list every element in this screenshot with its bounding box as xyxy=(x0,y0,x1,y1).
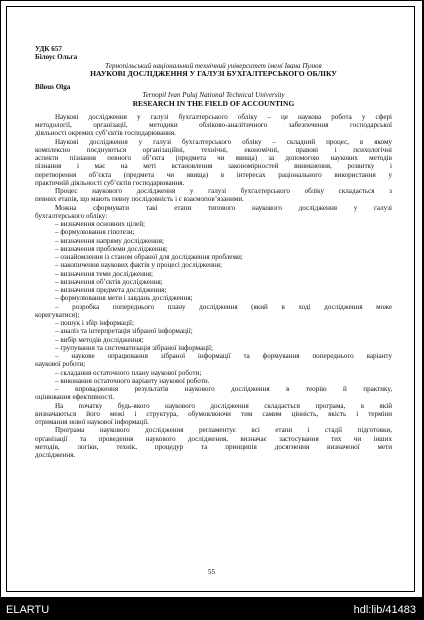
text-line: певних етапів, що мають певну послідовність і є взаємопов’язаними. xyxy=(35,195,244,204)
text-line: перетворення об’єкта (предмета чи явища) в інтересах раціонального використання у xyxy=(35,170,392,179)
text-line: – пошук і збір інформації; xyxy=(55,319,134,327)
text-line: Процес наукового дослідження у галузі бухгалтерського обліку складається з xyxy=(55,187,392,195)
document-page xyxy=(1,1,422,597)
text-line: – ознайомлення із станом обраної для дослідження проблеми; xyxy=(55,253,243,261)
page-number: 55 xyxy=(207,567,216,576)
text-line: практичній діяльності суб’єктів господарювання. xyxy=(35,178,185,187)
title-en: RESEARCH IN THE FIELD OF ACCOUNTING xyxy=(132,98,295,108)
text-line: – групування та систематизація зібраної інформації; xyxy=(55,343,213,352)
text-line: Наукові дослідження у галузі бухгалтерського обліку – складний процес, в якому xyxy=(55,137,392,146)
handle-label: hdl:lib/41483 xyxy=(353,604,416,616)
author-ua: Білоус Ольга xyxy=(35,53,78,62)
text-line: діяльності окремих суб’єктів господарювання. xyxy=(35,129,176,138)
repository-label: ELARTU xyxy=(6,604,50,616)
text-line: – визначення основних цілей; xyxy=(55,220,145,228)
text-line: Можна сформувати такі етапи типового наукового дослідження у галузі xyxy=(55,203,392,212)
text-line: – складання остаточного плану наукової роботи; xyxy=(55,368,202,377)
author-en: Bilous Olga xyxy=(35,83,71,91)
text-line: організації та проведення наукового дослідження, визначає застосування тих чи інших xyxy=(35,434,392,443)
text-line: – вибір методів дослідження; xyxy=(55,335,144,344)
text-line: визначаються його межі і структура, обумовлюючи тим самим цінність, якість і терміни xyxy=(35,409,392,418)
text-line: Наукові дослідження у галузі бухгалтерського обліку – це наукова робота у сфері xyxy=(55,112,392,121)
page-content xyxy=(35,45,392,459)
text-line: комплексно поєднуються організаційні, технічні, економічні, правові і психологічні xyxy=(35,145,392,154)
title-ua: НАУКОВІ ДОСЛІДЖЕННЯ У ГАЛУЗІ БУХГАЛТЕРСЬКОГО ОБЛІКУ xyxy=(90,68,337,78)
text-line: методів, логіки, технік, процедур та принципів досягнення визначеної мети xyxy=(35,442,392,451)
text-line: – накопичення наукових фактів у процесі дослідження; xyxy=(55,261,222,270)
article-body xyxy=(35,113,392,460)
viewer-footer xyxy=(0,600,424,620)
text-line: – розробка попереднього плану дослідження (який в ході дослідження може xyxy=(55,302,392,311)
udk-code: УДК 657 xyxy=(35,45,62,53)
text-line: наукової роботи; xyxy=(35,360,86,369)
text-line: пізнання і має на меті встановлення закономірностей виникнення, розвитку і xyxy=(35,162,392,171)
text-line: бухгалтерського обліку: xyxy=(35,211,108,220)
text-line: – впровадження результатів наукового дослідження в теорію й практику, xyxy=(55,385,392,393)
text-line: – визначення напряму дослідження; xyxy=(55,236,164,245)
text-line: На початку будь-якого наукового дослідження складається програма, в якій xyxy=(55,401,392,410)
text-line: – наукове опрацювання зібраної інформації та формування попереднього варіанту xyxy=(55,352,392,360)
text-line: – визначення теми дослідження; xyxy=(55,269,153,278)
text-line: Програма наукового дослідження регламентує всі етапи і стадії підготовки, xyxy=(55,426,392,435)
text-line: отримання нової наукової інформації. xyxy=(35,418,149,426)
text-line: – визначення об’єктів дослідження; xyxy=(55,277,163,286)
text-line: – виконання остаточного варіанту наукової роботи. xyxy=(55,376,210,385)
text-line: коригуватися); xyxy=(35,310,80,319)
text-line: дослідження. xyxy=(35,451,76,459)
text-line: – формулювання гіпотези; xyxy=(55,228,135,237)
text-line: методології, організації, методики обліково-аналітичного забезпечення господарської xyxy=(35,121,392,129)
affiliation-en: Ternopil Ivan Puluj National Technical University xyxy=(142,91,285,100)
text-line: оцінювання ефективності. xyxy=(35,393,115,402)
text-line: – формулювання мети і завдань дослідження; xyxy=(55,294,193,303)
text-line: аспекти пізнання певного об’єкта (предмета чи явища) за допомогою наукових методів xyxy=(35,154,392,162)
text-line: – визначення проблеми дослідження; xyxy=(55,244,168,253)
text-line: – аналіз та інтерпретація зібраної інформації; xyxy=(55,327,193,336)
affiliation-ua: Тернопільський національний технічний університет імені Івана Пулюя xyxy=(105,61,322,70)
text-line: – визначення предмета дослідження; xyxy=(55,286,167,294)
